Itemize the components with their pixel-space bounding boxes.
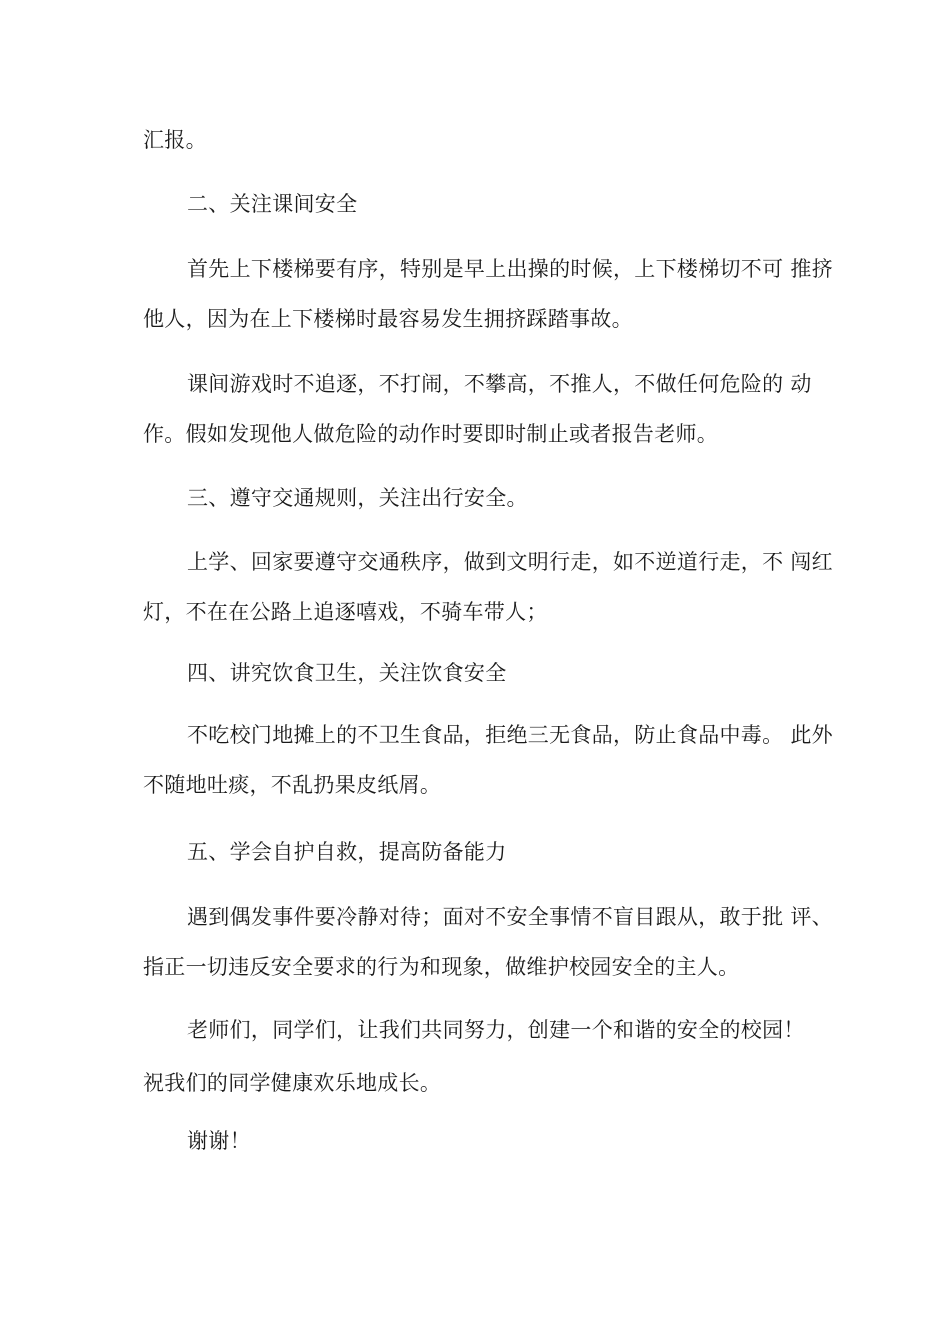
section-heading-4: 四、讲究饮食卫生，关注饮食安全 (187, 661, 507, 685)
section-heading-2: 二、关注课间安全 (187, 192, 358, 216)
paragraph-line: 上学、回家要遵守交通秩序，做到文明行走，如不逆道行走，不 闯红 (187, 550, 833, 574)
closing-line: 老师们，同学们，让我们共同努力，创建一个和谐的安全的校园！ (187, 1018, 805, 1042)
paragraph-line: 灯，不在在公路上追逐嘻戏，不骑车带人； (143, 600, 548, 624)
paragraph-line: 作。假如发现他人做危险的动作时要即时制止或者报告老师。 (143, 422, 719, 446)
section-heading-5: 五、学会自护自救，提高防备能力 (187, 840, 507, 864)
closing-line: 祝我们的同学健康欢乐地成长。 (143, 1071, 442, 1095)
paragraph-line: 不吃校门地摊上的不卫生食品，拒绝三无食品，防止食品中毒。 此外 (187, 723, 833, 747)
paragraph-line: 他人，因为在上下楼梯时最容易发生拥挤踩踏事故。 (143, 307, 633, 331)
paragraph-line: 首先上下楼梯要有序，特别是早上出操的时候，上下楼梯切不可 推挤 (187, 257, 833, 281)
section-heading-3: 三、遵守交通规则，关注出行安全。 (187, 486, 528, 510)
paragraph-line: 汇报。 (143, 128, 207, 152)
closing-thanks: 谢谢！ (187, 1129, 251, 1153)
paragraph-line: 指正一切违反安全要求的行为和现象，做维护校园安全的主人。 (143, 955, 740, 979)
paragraph-line: 课间游戏时不追逐，不打闹，不攀高，不推人，不做任何危险的 动 (187, 372, 812, 396)
paragraph-line: 遇到偶发事件要冷静对待；面对不安全事情不盲目跟从，敢于批 评、 (187, 905, 833, 929)
paragraph-line: 不随地吐痰，不乱扔果皮纸屑。 (143, 773, 442, 797)
